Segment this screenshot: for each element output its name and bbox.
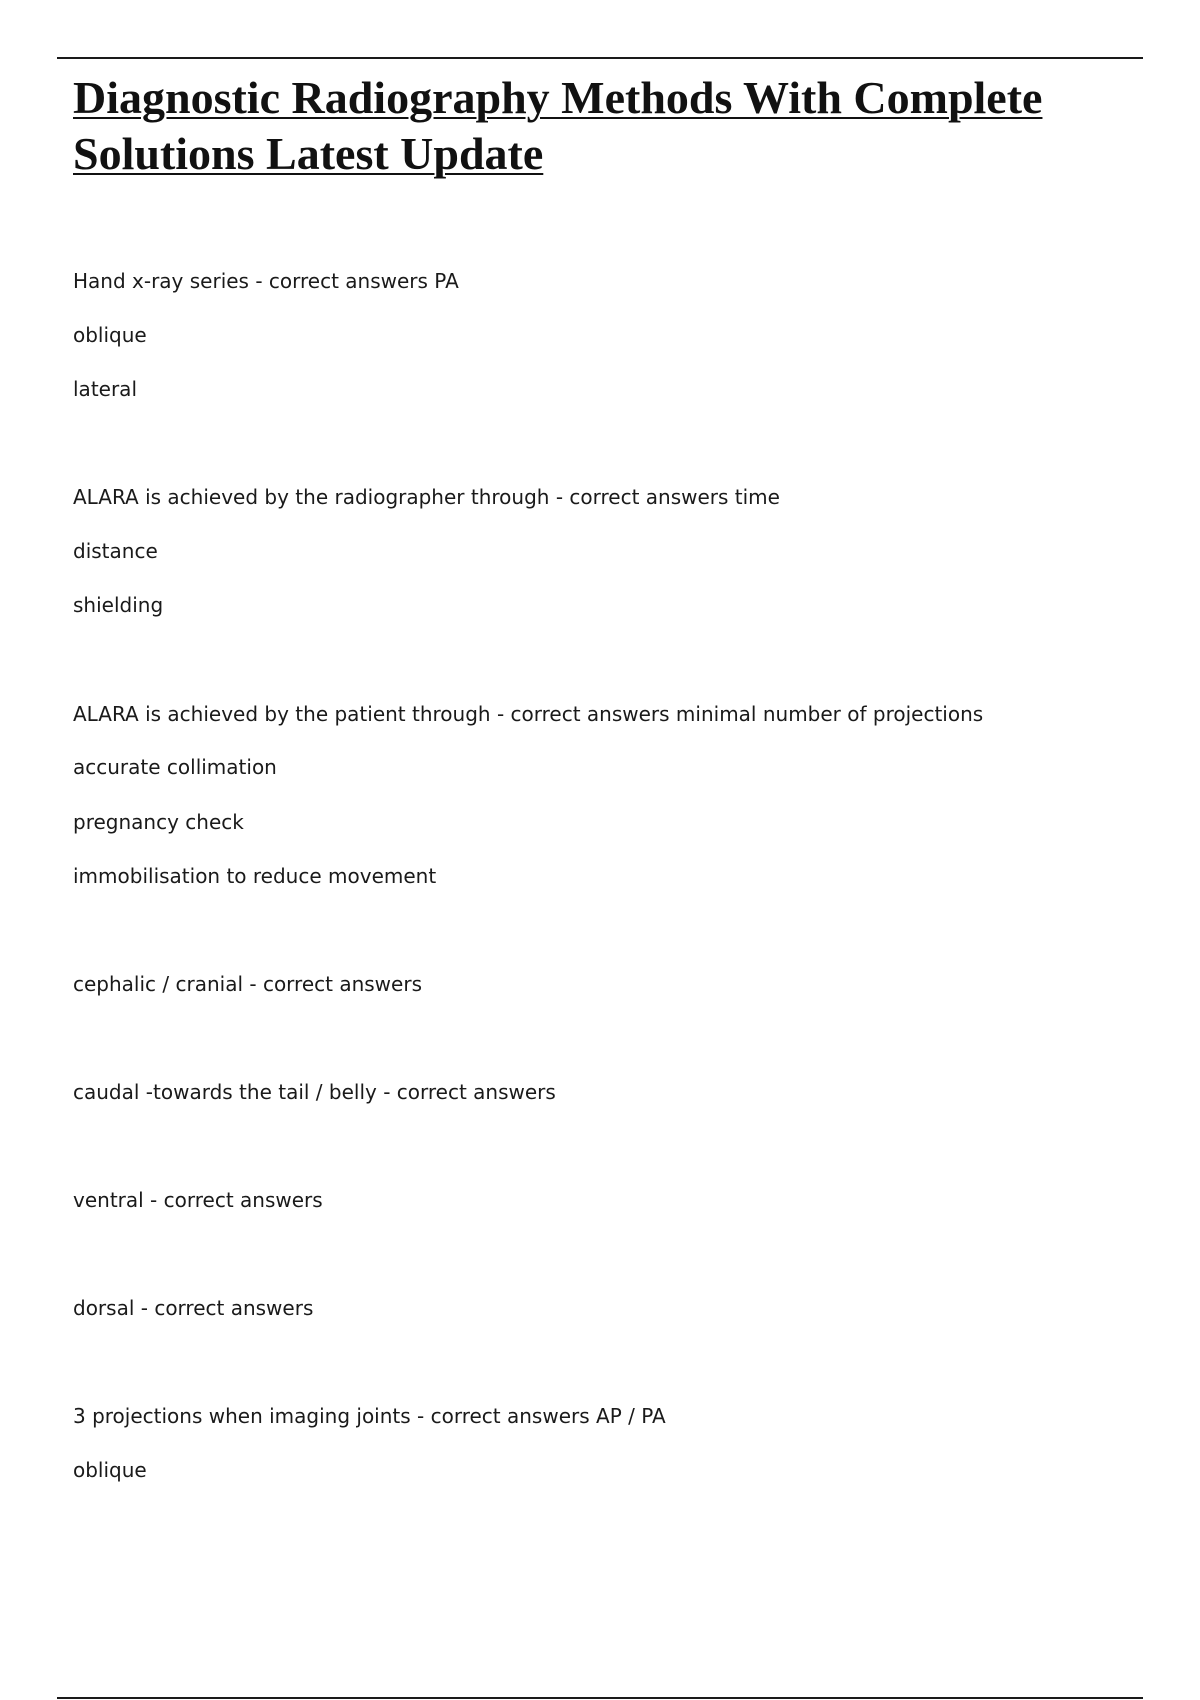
text-line: immobilisation to reduce movement [73,864,437,888]
text-line: oblique [73,323,147,347]
text-line: pregnancy check [73,810,244,834]
text-line: ventral - correct answers [73,1188,323,1212]
text-line: ALARA is achieved by the radiographer through - correct answers time [73,485,780,509]
text-line: distance [73,539,158,563]
text-line: caudal -towards the tail / belly - correct answers [73,1080,556,1104]
text-line: 3 projections when imaging joints - correct answers AP / PA [73,1404,666,1428]
text-line: oblique [73,1458,147,1482]
text-line: lateral [73,377,137,401]
bottom-rule [57,1697,1143,1699]
text-line: ALARA is achieved by the patient through - correct answers minimal number of projections [73,702,984,726]
text-line: cephalic / cranial - correct answers [73,972,422,996]
text-line: accurate collimation [73,755,277,779]
document-title: Diagnostic Radiography Methods With Complete Solutions Latest Update [73,72,1043,179]
top-rule [57,57,1143,59]
text-line: dorsal - correct answers [73,1296,314,1320]
text-line: shielding [73,593,164,617]
text-line: Hand x-ray series - correct answers PA [73,269,459,293]
